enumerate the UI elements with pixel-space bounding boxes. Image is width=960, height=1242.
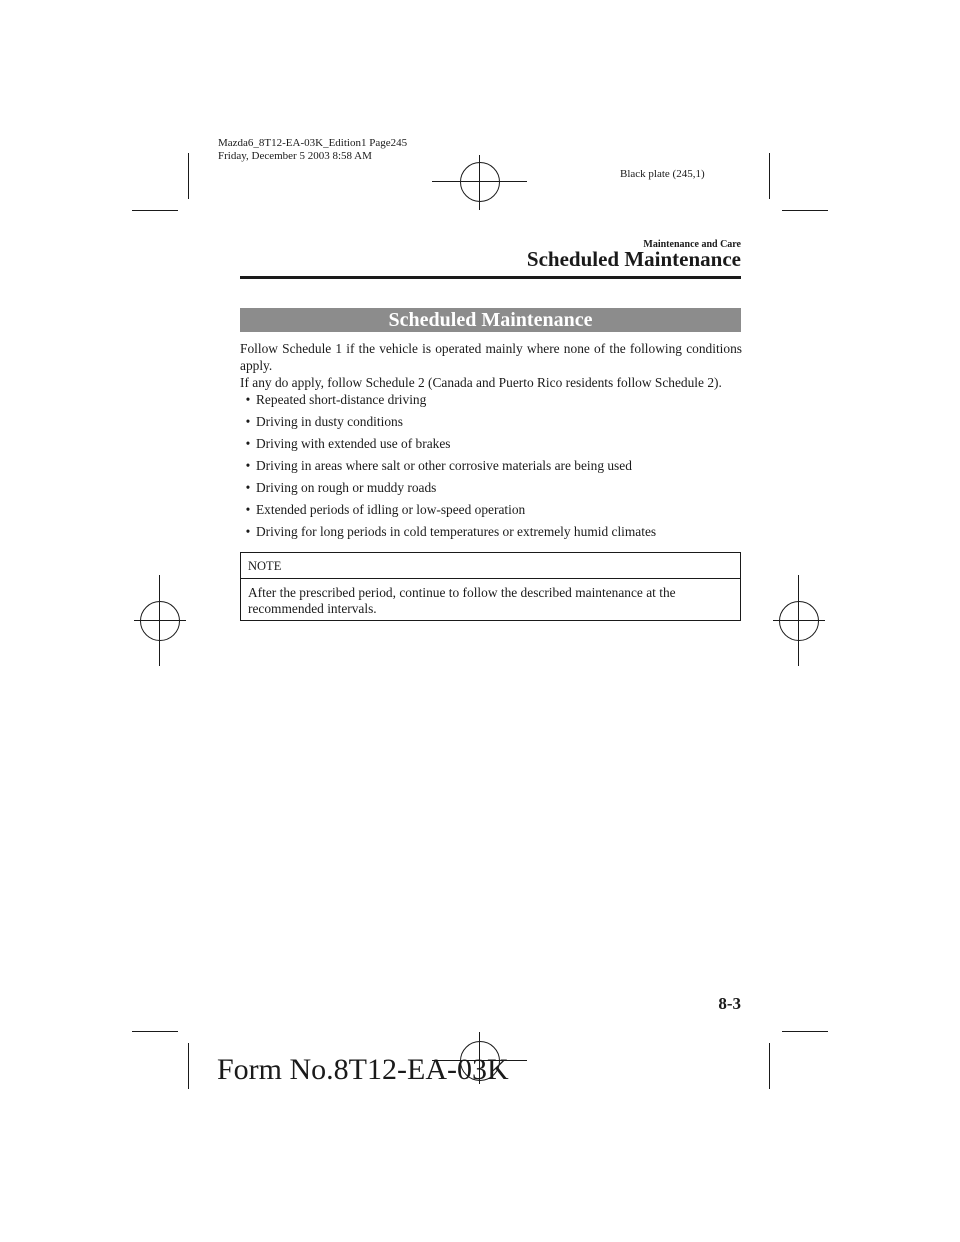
note-header	[241, 553, 740, 579]
print-info	[218, 137, 407, 163]
bullet-icon: •	[245, 480, 251, 495]
intro-text	[240, 340, 742, 391]
note-label: NOTE	[248, 559, 282, 573]
plate-label: Black plate (245,1)	[620, 168, 705, 180]
crop-mark	[132, 1031, 178, 1032]
list-item: • Repeated short-distance driving	[240, 391, 742, 413]
bullet-icon: •	[245, 436, 251, 451]
list-item: • Driving in areas where salt or other corrosive materials are being used	[240, 457, 742, 479]
list-item: • Extended periods of idling or low-speed operation	[240, 501, 742, 523]
bullet-icon: •	[245, 502, 251, 517]
crop-mark	[188, 153, 189, 199]
crop-mark	[188, 1043, 189, 1089]
page-heading: Scheduled Maintenance	[526, 247, 741, 271]
list-item: • Driving on rough or muddy roads	[240, 479, 742, 501]
bullet-icon: •	[245, 414, 251, 429]
registration-mark-top	[460, 162, 500, 202]
crop-mark	[769, 1043, 770, 1089]
conditions-list	[240, 391, 742, 545]
registration-mark-line	[134, 620, 186, 621]
list-item: • Driving with extended use of brakes	[240, 435, 742, 457]
print-timestamp: Friday, December 5 2003 8:58 AM	[218, 150, 372, 162]
intro-paragraph: If any do apply, follow Schedule 2 (Canada and Puerto Rico residents follow Schedule 2).	[240, 375, 722, 390]
section-title-bar: Scheduled Maintenance	[240, 308, 741, 332]
section-label: Maintenance and Care	[643, 239, 741, 250]
crop-mark	[769, 153, 770, 199]
intro-paragraph: Follow Schedule 1 if the vehicle is operated mainly where none of the following conditions apply.	[240, 341, 742, 373]
list-item: • Driving in dusty conditions	[240, 413, 742, 435]
list-item: • Driving for long periods in cold temperatures or extremely humid climates	[240, 523, 742, 545]
crop-mark	[132, 210, 178, 211]
heading-rule	[240, 276, 741, 279]
form-number: Form No.8T12-EA-03K	[217, 1053, 509, 1086]
bullet-icon: •	[245, 524, 251, 539]
crop-mark	[782, 1031, 828, 1032]
registration-mark-right	[779, 601, 819, 641]
bullet-icon: •	[245, 458, 251, 473]
note-text: After the prescribed period, continue to follow the described maintenance at the recommended intervals.	[248, 585, 676, 616]
bullet-icon: •	[245, 392, 251, 407]
note-box	[240, 552, 741, 621]
registration-mark-line	[773, 620, 825, 621]
crop-mark	[782, 210, 828, 211]
registration-mark-line	[479, 155, 480, 210]
print-file-name: Mazda6_8T12-EA-03K_Edition1 Page245	[218, 137, 408, 149]
page-number: 8-3	[718, 994, 741, 1013]
registration-mark-left	[140, 601, 180, 641]
registration-mark-line	[432, 181, 527, 182]
